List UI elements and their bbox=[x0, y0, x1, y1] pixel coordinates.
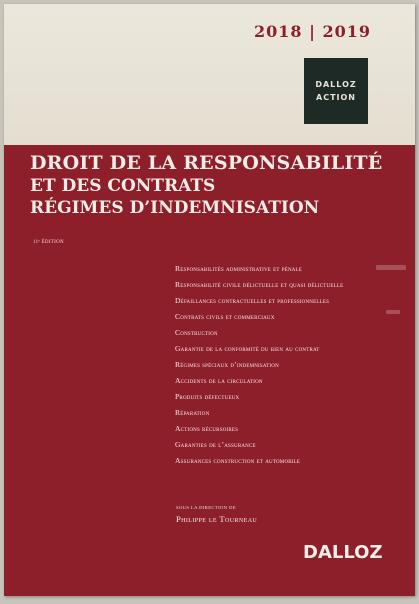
edition-label: 11ᵉ ÉDITION bbox=[33, 240, 64, 245]
topic-item: Défaillances contractuelles et professionnelles bbox=[175, 296, 330, 305]
topic-item: Actions récursoires bbox=[175, 424, 239, 433]
topic-item: Construction bbox=[175, 328, 218, 337]
topic-item: Réparation bbox=[175, 408, 210, 417]
topic-item: Responsabilités administrative et pénale bbox=[175, 264, 303, 273]
collection-badge bbox=[304, 58, 368, 124]
cover-wear-mark bbox=[376, 265, 406, 270]
topic-item: Garanties de l’assurance bbox=[175, 440, 256, 449]
topic-item: Responsabilité civile délictuelle et quasi délictuelle bbox=[175, 280, 344, 289]
topic-item: Régimes spéciaux d’indemnisation bbox=[175, 360, 279, 369]
topics-list bbox=[175, 263, 375, 471]
title-line-3: RÉGIMES D’INDEMNISATION bbox=[30, 198, 320, 218]
topic-item: Garantie de la conformité du bien au contrat bbox=[175, 344, 320, 353]
author-name: Philippe le Tourneau bbox=[176, 514, 258, 524]
topic-item: Produits défectueux bbox=[175, 392, 240, 401]
topic-item: Accidents de la circulation bbox=[175, 376, 263, 385]
direction-label: SOUS LA DIRECTION DE bbox=[176, 505, 236, 510]
title-line-2: ET DES CONTRATS bbox=[30, 176, 216, 196]
collection-name-line2: ACTION bbox=[316, 93, 356, 102]
topic-item: Assurances construction et automobile bbox=[175, 456, 301, 465]
book-title bbox=[30, 151, 382, 219]
publisher-logo: DALLOZ bbox=[303, 542, 383, 563]
topic-item: Contrats civils et commerciaux bbox=[175, 312, 275, 321]
book-cover bbox=[4, 4, 415, 596]
edition-years: 2018 | 2019 bbox=[253, 22, 371, 41]
cover-wear-mark bbox=[386, 310, 400, 314]
title-line-1: DROIT DE LA RESPONSABILITÉ bbox=[30, 152, 383, 174]
collection-name-line1: DALLOZ bbox=[315, 80, 357, 89]
